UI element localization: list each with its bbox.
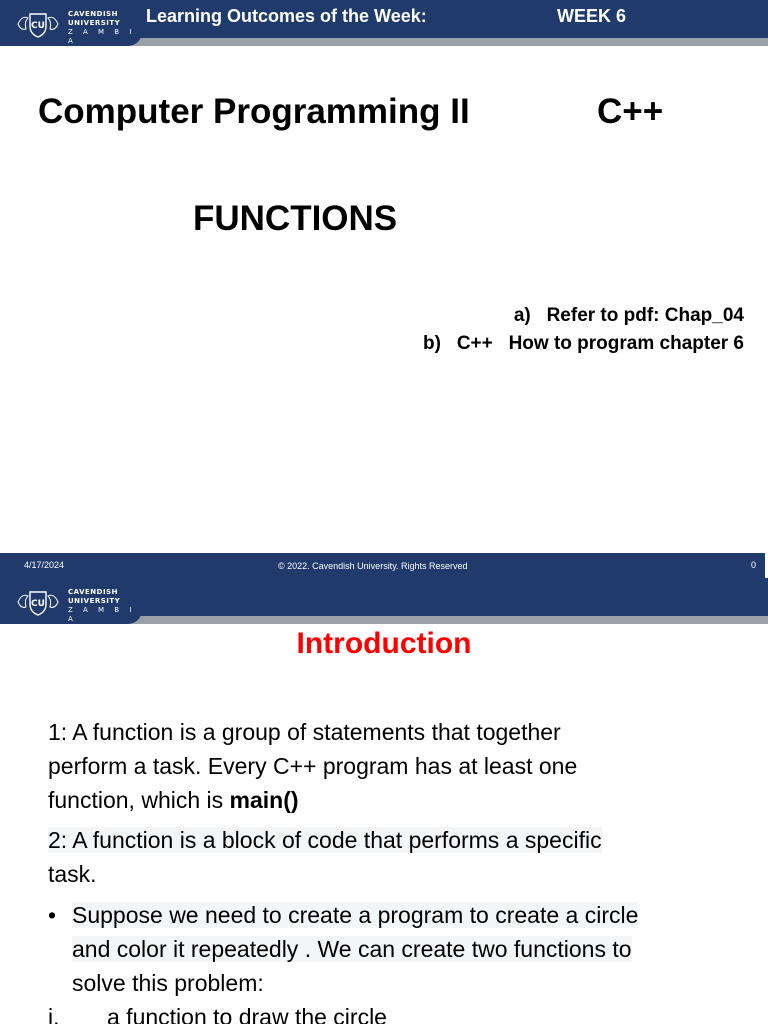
reference-text: C++ How to program chapter 6 <box>456 333 744 354</box>
logo-line-3: Z A M B I A <box>68 606 136 623</box>
list-item-text: a function to draw the circle <box>107 1004 387 1024</box>
university-logo <box>0 0 142 46</box>
paragraph-line: perform a task. Every C++ program has at least one <box>48 753 578 779</box>
topic-title: FUNCTIONS <box>193 199 398 238</box>
paragraph-line <box>48 823 602 857</box>
course-title: Computer Programming II <box>38 92 470 131</box>
bullet-line-text: and color it repeatedly . We can create two functions to <box>72 936 632 962</box>
logo-line-2: UNIVERSITY <box>68 19 121 27</box>
crest-icon <box>14 9 62 39</box>
footer-date: 4/17/2024 <box>24 560 65 570</box>
paragraph-1 <box>48 715 577 817</box>
reference-label: a) <box>513 305 531 326</box>
university-logo <box>0 578 142 624</box>
paragraph-text: function, which is <box>48 787 230 813</box>
crest-letters: CU <box>31 599 45 609</box>
header-title: Learning Outcomes of the Week: <box>146 6 427 26</box>
logo-line-2: UNIVERSITY <box>68 597 121 605</box>
bullet-text <box>72 898 638 1000</box>
reference-label: b) <box>423 333 441 354</box>
logo-line-1: CAVENDISH <box>68 588 118 596</box>
footer-slide-number: 0 <box>751 560 757 570</box>
bullet-line <box>72 932 638 966</box>
reference-text: Refer to pdf: Chap_04 <box>546 305 744 326</box>
course-language: C++ <box>597 92 664 131</box>
list-item-label: i. <box>48 1004 60 1024</box>
logo-line-3: Z A M B I A <box>68 28 136 45</box>
crest-letters: CU <box>31 21 45 31</box>
reference-a <box>514 305 744 327</box>
bullet-line: solve this problem: <box>72 970 264 996</box>
paragraph-line: task. <box>48 861 97 887</box>
footer-bar <box>0 553 765 578</box>
reference-b <box>423 333 744 355</box>
paragraph-line: 1: A function is a group of statements that together <box>48 719 561 745</box>
paragraph-text: 2: A function is a block of code that performs a specific <box>48 827 602 853</box>
slide-2 <box>0 578 768 1024</box>
paragraph-2 <box>48 823 602 891</box>
header-week: WEEK 6 <box>557 6 627 26</box>
paragraph-line <box>48 783 577 817</box>
main-function-keyword: main() <box>229 787 299 813</box>
logo-text <box>68 10 142 46</box>
bullet-line <box>72 898 638 932</box>
bullet-icon: • <box>48 902 57 928</box>
bullet-line-text: Suppose we need to create a program to create a circle <box>72 902 639 928</box>
section-heading: Introduction <box>296 627 472 660</box>
footer-copyright: © 2022. Cavendish University. Rights Reserved <box>278 561 468 571</box>
crest-icon <box>14 587 62 617</box>
logo-text <box>68 588 142 624</box>
logo-line-1: CAVENDISH <box>68 10 118 18</box>
